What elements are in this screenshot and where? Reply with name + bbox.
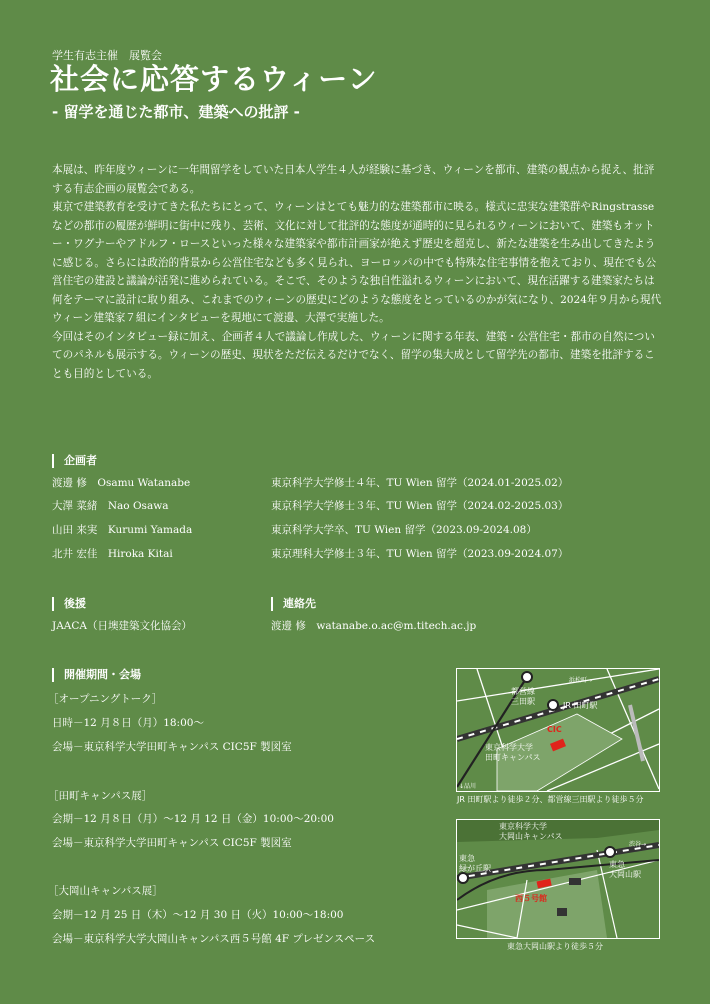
contact-text: 渡邊 修 watanabe.o.ac@m.titech.ac.jp: [271, 620, 477, 632]
label-rail-direction: 浜松町→: [569, 677, 593, 684]
ookayama-map-caption: 東急大岡山駅より徒歩５分: [507, 942, 603, 951]
label-west5: 西５号館: [515, 894, 547, 903]
ookayama-title: ［大岡山キャンパス展］: [48, 885, 163, 897]
tamachi-map: [456, 668, 660, 792]
label-tamachi-campus: 東京科学大学 田町キャンパス: [485, 743, 541, 762]
station-marker-ookayama: [605, 847, 615, 857]
ookayama-date: 会期－12 月 25 日（木）～12 月 30 日（火）10:00～18:00: [52, 909, 344, 921]
opening-title: ［オープニングトーク］: [48, 693, 163, 705]
schedule-heading: 開催期間・会場: [52, 668, 141, 682]
support-heading: 後援: [52, 597, 86, 611]
organizer-name: 渡邊 修 Osamu Watanabe: [52, 477, 191, 489]
page-title: 社会に応答するウィーン: [50, 62, 378, 96]
ookayama-venue: 会場－東京科学大学大岡山キャンパス西５号館 4F プレゼンスペース: [52, 933, 376, 945]
contact-heading: 連絡先: [271, 597, 316, 611]
tamachi-title: ［田町キャンパス展］: [48, 790, 153, 802]
organizer-info: 東京科学大学卒、TU Wien 留学（2023.09-2024.08）: [271, 524, 537, 536]
intro-paragraph-2: 東京で建築教育を受けてきた私たちにとって、ウィーンはとても魅力的な建築都市に映る。様式に忠実な建築群やRingstrasseなどの都市の履歴が鮮明に街中に残り、芸術、文化に対して批評的な態度が通時的に見られるウィーンにおいて、建築もオットー・ワグナーやアドルフ・ロースといった様々な建築家や都市計画家が絶えず歴史を超克し、新たな建築を生み出してきたように感じる。さらには政治的背景から公営住宅なども多く見られ、ヨーロッパの中でも特殊な住宅事情を抱えており、現在でも公営住宅の建設と議論が活発に進められている。そこで、そのような独自性溢れるウィーンにおいて、現在活躍する建築家たちは何をテーマに設計に取り組み、これまでのウィーンの歴史にどのような態度をとっているのかが気になり、2024年９月から現代ウィーン建築家７組にインタビューを現地にて渡邊、大澤で実施した。: [52, 201, 662, 324]
label-mita-station: 都営線 三田駅: [511, 687, 535, 706]
organizers-heading: 企画者: [52, 454, 97, 468]
page-subtitle: - 留学を通じた都市、建築への批評 -: [52, 103, 300, 121]
organizer-name: 大澤 菜緒 Nao Osawa: [52, 500, 169, 512]
organizer-info: 東京理科大学修士３年、TU Wien 留学（2023.09-2024.07）: [271, 548, 569, 560]
label-tamachi-station: JR 田町駅: [563, 701, 598, 710]
opening-venue: 会場－東京科学大学田町キャンパス CIC5F 製図室: [52, 741, 292, 753]
ookayama-map: [456, 819, 660, 939]
station-marker-tamachi: [548, 700, 558, 710]
label-midorigaoka-station: 東急 緑が丘駅: [459, 854, 491, 873]
tamachi-date: 会期－12 月８日（月）～12 月 12 日（金）10:00～20:00: [52, 813, 334, 825]
organizer-name: 山田 来実 Kurumi Yamada: [52, 524, 193, 536]
organizer-info: 東京科学大学修士３年、TU Wien 留学（2024.02-2025.03）: [271, 500, 569, 512]
organizer-info: 東京科学大学修士４年、TU Wien 留学（2024.01-2025.02）: [271, 477, 569, 489]
station-marker-midorigaoka: [458, 873, 468, 883]
tamachi-venue: 会場－東京科学大学田町キャンパス CIC5F 製図室: [52, 837, 292, 849]
label-corner-direction: ↓品川: [459, 783, 477, 790]
tamachi-map-caption: JR 田町駅より徒歩２分、都営線三田駅より徒歩５分: [457, 795, 644, 804]
label-cic: CIC: [547, 725, 562, 734]
label-ookayama-campus: 東京科学大学 大岡山キャンパス: [499, 822, 563, 841]
intro-paragraph-1: 本展は、昨年度ウィーンに一年間留学をしていた日本人学生４人が経験に基づき、ウィーンを都市、建築の観点から捉え、批評する有志企画の展覧会である。: [52, 164, 655, 195]
label-ookayama-station: 東急 大岡山駅: [609, 860, 641, 879]
opening-date: 日時－12 月８日（月）18:00～: [52, 717, 204, 729]
event-eyebrow: 学生有志主催 展覧会: [52, 49, 162, 62]
support-text: JAACA（日墺建築文化協会）: [52, 620, 192, 632]
organizer-name: 北井 宏佳 Hiroka Kitai: [52, 548, 173, 560]
label-rail-direction: 渋谷→: [629, 841, 647, 848]
station-marker-mita: [522, 672, 532, 682]
intro-text: [52, 161, 664, 383]
intro-paragraph-3: 今回はそのインタビュー録に加え、企画者４人で議論し作成した、ウィーンに関する年表、建築・公営住宅・都市の自然についてのパネルも展示する。ウィーンの歴史、現状をただ伝えるだけでなく、留学の集大成として留学先の都市、建築を批評することも目的としている。: [52, 330, 655, 380]
